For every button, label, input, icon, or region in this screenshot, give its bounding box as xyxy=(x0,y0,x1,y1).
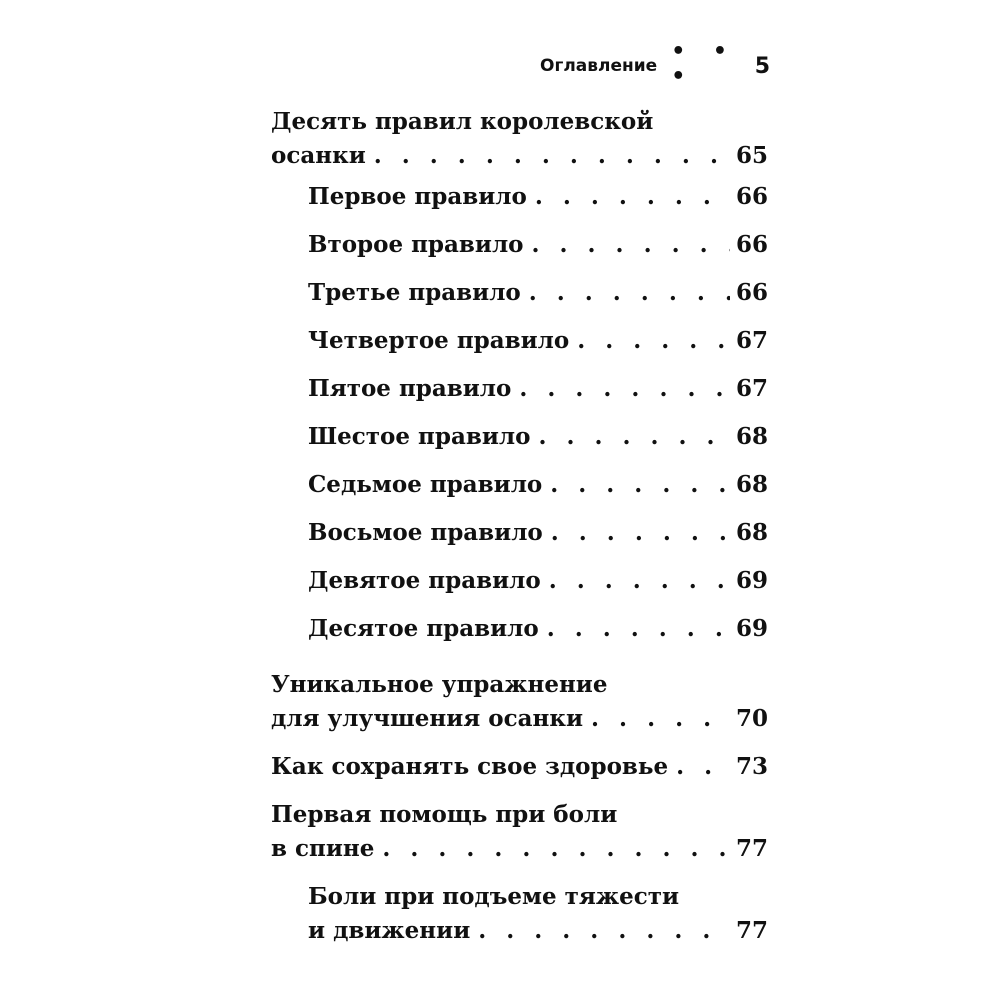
toc-entry-line xyxy=(308,516,768,550)
toc-entry-title: Боли при подъеме тяжести xyxy=(308,883,680,910)
toc-entry-line xyxy=(308,324,768,358)
toc-entry-line xyxy=(308,372,768,406)
dot-leader xyxy=(676,750,730,784)
toc-entry-title: Второе правило xyxy=(308,231,524,258)
toc-entry-title: для улучшения осанки xyxy=(271,705,584,732)
dot-leader xyxy=(549,564,730,598)
toc-entry[interactable] xyxy=(271,668,768,736)
dot-leader xyxy=(382,832,730,866)
toc-entry-title: Шестое правило xyxy=(308,423,531,450)
toc-entry-page: 67 xyxy=(735,327,768,354)
toc-entry-title: Как сохранять свое здоровье xyxy=(271,753,669,780)
toc-entry-line xyxy=(308,880,768,914)
toc-entry-line xyxy=(271,139,768,173)
toc-entry-title: Седьмое правило xyxy=(308,471,543,498)
toc-entry[interactable] xyxy=(308,420,768,454)
dot-leader xyxy=(591,702,730,736)
toc-entry[interactable] xyxy=(308,228,768,262)
toc-entry[interactable] xyxy=(308,180,768,214)
running-header xyxy=(540,39,770,89)
toc-entry-title: Первая помощь при боли xyxy=(271,801,618,828)
running-header-title: Оглавление xyxy=(540,56,658,76)
toc-entry-title: осанки xyxy=(271,142,366,169)
toc-entry-page: 67 xyxy=(735,375,768,402)
toc-entry-line xyxy=(271,105,768,139)
toc-entry-page: 66 xyxy=(735,279,768,306)
toc-entry-title: Восьмое правило xyxy=(308,519,543,546)
toc-entry[interactable] xyxy=(308,516,768,550)
toc-entry-page: 70 xyxy=(735,705,768,732)
toc-entry-page: 77 xyxy=(735,835,768,862)
dot-leader xyxy=(538,420,730,454)
toc-entry[interactable] xyxy=(271,105,768,173)
toc-entry[interactable] xyxy=(308,324,768,358)
dot-leader xyxy=(478,914,730,948)
toc-entry-line xyxy=(271,832,768,866)
toc-entry-line xyxy=(271,798,768,832)
toc-entry[interactable] xyxy=(271,750,768,784)
toc-entry[interactable] xyxy=(308,612,768,646)
toc-entry-page: 68 xyxy=(735,519,768,546)
toc-entry[interactable] xyxy=(308,880,768,948)
toc-entry-title: Первое правило xyxy=(308,183,527,210)
dot-leader xyxy=(550,468,730,502)
toc-entry-title: в спине xyxy=(271,835,375,862)
dot-leader xyxy=(551,516,730,550)
toc-entry-title: Десятое правило xyxy=(308,615,539,642)
running-header-dots: • • • xyxy=(671,39,737,89)
toc-entry-title: и движении xyxy=(308,917,471,944)
toc-entry-title: Четвертое правило xyxy=(308,327,570,354)
dot-leader xyxy=(374,139,730,173)
dot-leader xyxy=(532,228,730,262)
toc-entry-page: 66 xyxy=(735,231,768,258)
toc-entry[interactable] xyxy=(308,468,768,502)
toc-entry-line xyxy=(308,228,768,262)
toc-entry-title: Третье правило xyxy=(308,279,521,306)
toc-entry-line xyxy=(308,468,768,502)
toc-entry-page: 69 xyxy=(735,615,768,642)
toc-entry-page: 68 xyxy=(735,471,768,498)
toc-entry-page: 73 xyxy=(735,753,768,780)
toc-entry-page: 77 xyxy=(735,917,768,944)
toc-entry-line xyxy=(308,612,768,646)
dot-leader xyxy=(529,276,730,310)
page-number: 5 xyxy=(754,53,770,79)
toc-entry-page: 66 xyxy=(735,183,768,210)
toc-entry-line xyxy=(308,420,768,454)
toc-entry-page: 65 xyxy=(735,142,768,169)
toc-entry-title: Уникальное упражнение xyxy=(271,671,608,698)
toc-entry-line xyxy=(271,750,768,784)
toc-entry-line xyxy=(271,668,768,702)
toc-entry-title: Пятое правило xyxy=(308,375,512,402)
toc-entry[interactable] xyxy=(308,372,768,406)
toc-entry[interactable] xyxy=(308,564,768,598)
toc-entry[interactable] xyxy=(308,276,768,310)
toc-entry-line xyxy=(308,914,768,948)
toc-entry-line xyxy=(308,564,768,598)
toc-entry-line xyxy=(271,702,768,736)
toc-entry-line xyxy=(308,276,768,310)
toc-entry[interactable] xyxy=(271,798,768,866)
toc-entry-title: Девятое правило xyxy=(308,567,541,594)
toc-entry-page: 68 xyxy=(735,423,768,450)
dot-leader xyxy=(577,324,730,358)
toc-entry-page: 69 xyxy=(735,567,768,594)
dot-leader xyxy=(535,180,730,214)
dot-leader xyxy=(547,612,730,646)
toc-entry-title: Десять правил королевской xyxy=(271,108,654,135)
dot-leader xyxy=(519,372,730,406)
toc-entry-line xyxy=(308,180,768,214)
